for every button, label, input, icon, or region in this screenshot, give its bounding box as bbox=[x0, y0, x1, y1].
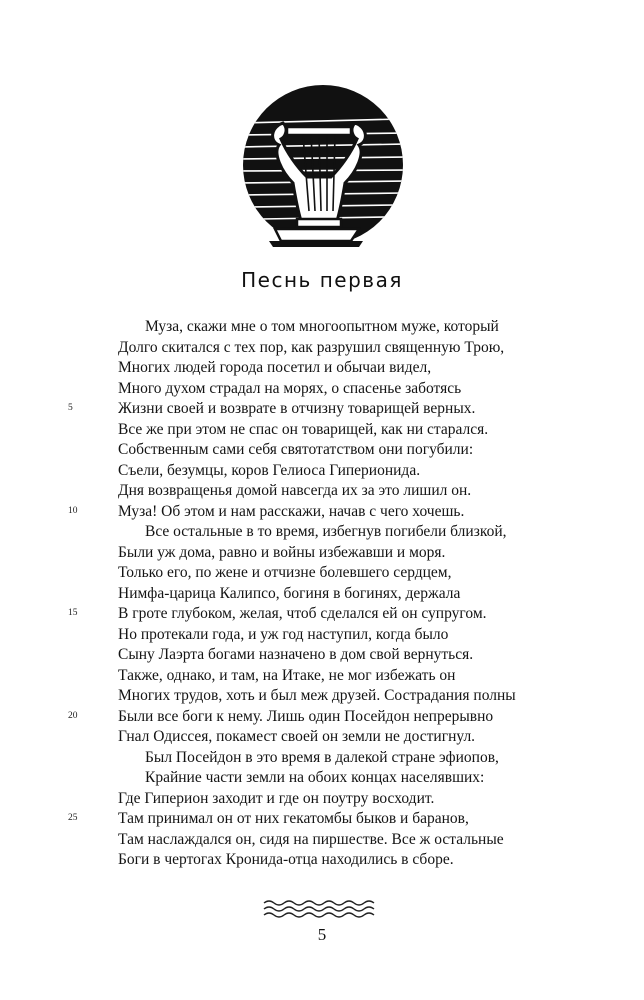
verse-line: Там наслаждался он, сидя на пиршестве. Все ж остальные bbox=[118, 830, 504, 848]
verse-line: Многих людей города посетил и обычаи видел, bbox=[118, 359, 432, 376]
verse-line: Где Гиперион заходит и где он поутру восходит. bbox=[118, 789, 435, 807]
verse-line: Муза, скажи мне о том многоопытном муже, который bbox=[145, 318, 499, 335]
verse-line: Были уж дома, равно и войны избежавши и моря. bbox=[118, 543, 446, 561]
verse-line: Гнал Одиссея, покамест своей он земли не достигнул. bbox=[118, 728, 476, 745]
verse-line: Только его, по жене и отчизне болевшего сердцем, bbox=[118, 564, 452, 581]
verse-line: Но протекали года, и уж год наступил, когда было bbox=[118, 625, 449, 643]
verse-line: Съели, безумцы, коров Гелиоса Гиперионида. bbox=[118, 461, 421, 479]
page-number: 5 bbox=[317, 925, 327, 944]
line-number: 15 bbox=[68, 608, 78, 618]
verse-line: Долго скитался с тех пор, как разрушил священную Трою, bbox=[118, 338, 505, 356]
verse-line: Все остальные в то время, избегнув погибели близкой, bbox=[145, 523, 507, 540]
line-number: 10 bbox=[68, 505, 78, 516]
line-number: 25 bbox=[68, 813, 78, 823]
waves-icon bbox=[262, 898, 380, 920]
verse-line: Боги в чертогах Кронида-отца находились в сборе. bbox=[118, 851, 454, 868]
verse-line: Жизни своей и возврате в отчизну товарищей верных. bbox=[118, 400, 476, 417]
chapter-title: Песнь первая bbox=[241, 268, 403, 292]
verse-line: Сыну Лаэрта богами назначено в дом свой вернуться. bbox=[118, 646, 474, 663]
line-number: 5 bbox=[68, 403, 73, 413]
lyre-icon bbox=[231, 83, 415, 251]
verse-line: Многих трудов, хоть и был меж друзей. Сострадания полны bbox=[118, 687, 516, 704]
verse-line: Там принимал он от них гекатомбы быков и баранов, bbox=[118, 810, 469, 827]
verse-line: Муза! Об этом и нам расскажи, начав с чего хочешь. bbox=[118, 502, 465, 520]
verse-line: Дня возвращенья домой навсегда их за это лишил он. bbox=[118, 482, 472, 499]
verse-line: Был Посейдон в это время в далекой стране эфиопов, bbox=[145, 748, 499, 766]
verse-line: В гроте глубоком, желая, чтоб сделался ей он супругом. bbox=[118, 605, 487, 622]
verse-line: Все же при этом не спас он товарищей, как ни старался. bbox=[118, 420, 489, 438]
verse-line: Крайние части земли на обоих концах населявших: bbox=[145, 769, 485, 786]
verse-line: Собственным сами себя святотатством они погубили: bbox=[118, 441, 474, 458]
verse-line: Много духом страдал на морях, о спасенье заботясь bbox=[118, 379, 462, 397]
line-number: 20 bbox=[68, 710, 78, 721]
verse-line: Нимфа-царица Калипсо, богиня в богинях, держала bbox=[118, 584, 461, 602]
verse-line: Были все боги к нему. Лишь один Посейдон непрерывно bbox=[118, 707, 494, 725]
verse-line: Также, однако, и там, на Итаке, не мог избежать он bbox=[118, 666, 456, 684]
